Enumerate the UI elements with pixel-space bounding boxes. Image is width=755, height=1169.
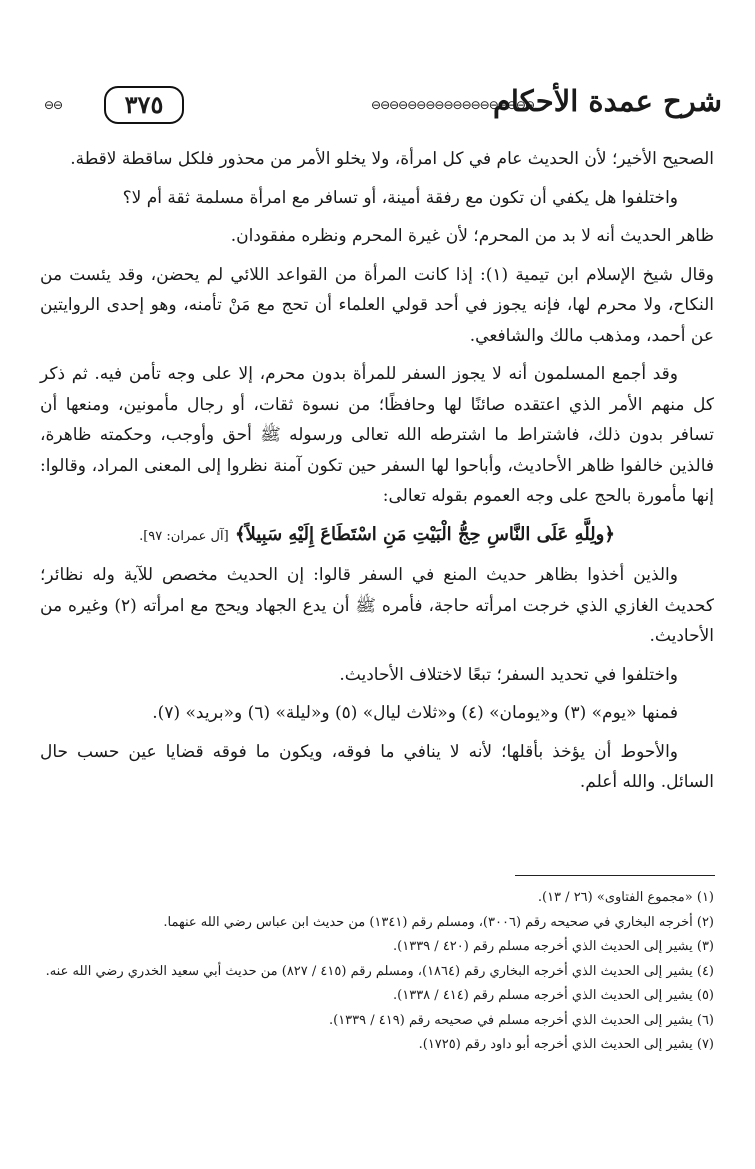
footnote: (٣) يشير إلى الحديث الذي أخرجه مسلم رقم (٤٢٠ / ١٣٣٩).	[393, 939, 714, 954]
paragraph: واختلفوا هل يكفي أن تكون مع رفقة أمينة، أو تسافر مع امرأة مسلمة ثقة أم لا؟	[122, 187, 678, 208]
verse-text: ﴿ولِلَّهِ عَلَى النَّاسِ حِجُّ الْبَيْتِ مَنِ اسْتَطَاعَ إِلَيْهِ سَبِيلاً﴾	[234, 523, 615, 545]
header-ornament: ⊖⊖⊖⊖⊖⊖⊖⊖⊖⊖⊖⊖⊖⊖⊖⊖⊖⊖	[371, 98, 534, 112]
paragraph: وقد أجمع المسلمون أنه لا يجوز السفر للمرأة بدون محرم، إلا على وجه تأمن فيه. ثم ذكر كل منهم الأمر الذي اعتقده صائنًا لها وحافظًا؛ من نسوة ثقات، أو رجال مأمونين، ومنعها أن تسافر بدون ذلك، فاشتراط ما اشترطه الله تعالى ورسوله ﷺ أحق وأوجب، وحكمته ظاهرة، فالذين خالفوا ظاهر الأحاديث، وأباحوا لها السفر حين تكون آمنة نظروا إلى المعنى المراد، وقالوا: إنها مأمورة بالحج على وجه العموم بقوله تعالى:	[40, 364, 715, 506]
footnotes	[40, 886, 714, 1058]
footnote-divider	[515, 875, 715, 876]
page-number: ٣٧٥	[104, 86, 184, 124]
footnote: (٢) أخرجه البخاري في صحيحه رقم (٣٠٠٦)، ومسلم رقم (١٣٤١) من حديث ابن عباس رضي الله عنهما.	[163, 914, 714, 930]
paragraph: الصحيح الأخير؛ لأن الحديث عام في كل امرأة، ولا يخلو الأمر من محذور فلكل ساقطة لاقطة.	[70, 149, 714, 169]
paragraph: وقال شيخ الإسلام ابن تيمية (١): إذا كانت المرأة من القواعد اللائي لم يحضن، وقد يئست من النكاح، ولا محرم لها، فإنه يجوز في أحد قولي العلماء أن تحج مع مَنْ تأمنه، وهو إحدى الروايتين عن أحمد، ومذهب مالك والشافعي.	[40, 264, 714, 346]
book-title: شرح عمدة الأحكام	[492, 84, 722, 118]
footnote: (٧) يشير إلى الحديث الذي أخرجه أبو داود رقم (١٧٢٥).	[418, 1037, 714, 1052]
main-text	[40, 144, 714, 806]
paragraph: واختلفوا في تحديد السفر؛ تبعًا لاختلاف الأحاديث.	[339, 664, 678, 685]
paragraph: والذين أخذوا بظاهر حديث المنع في السفر قالوا: إن الحديث مخصص للآية وله نظائر؛ كحديث الغازي الذي خرجت امرأته حاجة، فأمره ﷺ أن يدع الجهاد ويحج مع امرأته (٢) وغيره من الأحاديث.	[40, 565, 714, 646]
paragraph: فمنها «يوم» (٣) و«يومان» (٤) و«ثلاث ليال» (٥) و«ليلة» (٦) و«بريد» (٧).	[152, 703, 678, 723]
footnote: (١) «مجموع الفتاوى» (٢٦ / ١٣).	[537, 890, 714, 905]
footnote: (٤) يشير إلى الحديث الذي أخرجه البخاري رقم (١٨٦٤)، ومسلم رقم (٤١٥ / ٨٢٧) من حديث أبي سعيد الخدري رضي الله عنه.	[45, 963, 714, 979]
paragraph: والأحوط أن يؤخذ بأقلها؛ لأنه لا ينافي ما فوقه، ويكون ما فوقه قضايا عين حسب حال السائل. والله أعلم.	[40, 741, 714, 792]
paragraph: ظاهر الحديث أنه لا بد من المحرم؛ لأن غيرة المحرم ونظره مفقودان.	[230, 226, 714, 246]
page-header	[32, 82, 722, 128]
footnote: (٦) يشير إلى الحديث الذي أخرجه مسلم في صحيحه رقم (٤١٩ / ١٣٣٩).	[328, 1012, 714, 1028]
footnote: (٥) يشير إلى الحديث الذي أخرجه مسلم رقم (٤١٤ / ١٣٣٨).	[393, 988, 714, 1003]
quran-verse	[40, 520, 714, 553]
verse-reference: [آل عمران: ٩٧].	[139, 528, 229, 544]
header-ornament-small: ⊖⊖	[44, 98, 63, 112]
